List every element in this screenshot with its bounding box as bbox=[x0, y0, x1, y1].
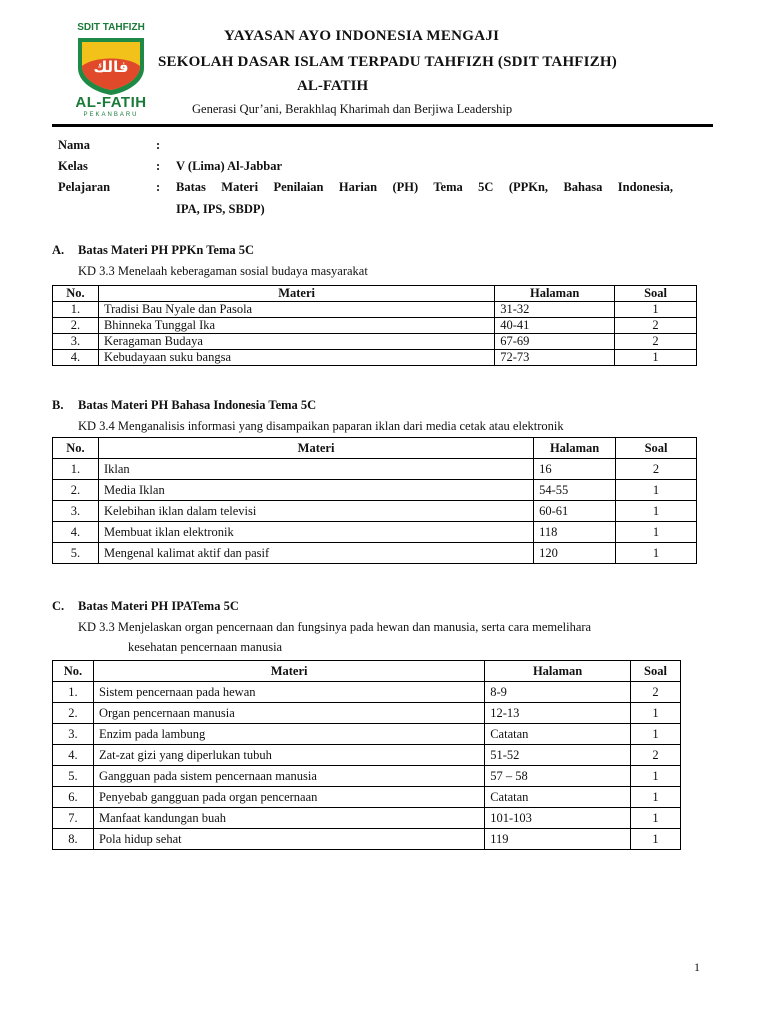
table-row bbox=[53, 501, 697, 522]
cell-no: 7. bbox=[53, 808, 94, 829]
cell-halaman: 40-41 bbox=[495, 318, 615, 334]
cell-halaman: 16 bbox=[534, 459, 616, 480]
cell-no: 6. bbox=[53, 787, 94, 808]
cell-materi: Kelebihan iklan dalam televisi bbox=[98, 501, 533, 522]
col-no-header: No. bbox=[53, 438, 99, 459]
school-tagline: Generasi Qur’ani, Berakhlaq Kharimah dan Berjiwa Leadership bbox=[192, 102, 513, 116]
pelajaran-value-line2: IPA, IPS, SBDP) bbox=[176, 202, 265, 216]
cell-soal: 1 bbox=[615, 350, 697, 366]
section-b-letter: B. bbox=[52, 398, 64, 412]
cell-materi: Bhinneka Tunggal Ika bbox=[98, 318, 494, 334]
section-a-letter: A. bbox=[52, 243, 65, 257]
cell-no: 2. bbox=[53, 480, 99, 501]
cell-halaman: Catatan bbox=[485, 787, 631, 808]
svg-text:ﻓﺎﻟﻚ: ﻓﺎﻟﻚ bbox=[93, 58, 129, 76]
kelas-value: V (Lima) Al-Jabbar bbox=[176, 159, 283, 173]
cell-no: 5. bbox=[53, 543, 99, 564]
section-c-kd: KD 3.3 Menjelaskan organ pencernaan dan fungsinya pada hewan dan manusia, serta cara memelihara bbox=[78, 620, 592, 634]
cell-no: 2. bbox=[53, 318, 99, 334]
cell-materi: Keragaman Budaya bbox=[98, 334, 494, 350]
table-row bbox=[53, 682, 681, 703]
nama-colon: : bbox=[156, 138, 161, 152]
col-halaman-header: Halaman bbox=[495, 286, 615, 302]
cell-materi: Membuat iklan elektronik bbox=[98, 522, 533, 543]
cell-no: 4. bbox=[53, 522, 99, 543]
col-no-header: No. bbox=[53, 286, 99, 302]
section-c-kd-line2: kesehatan pencernaan manusia bbox=[128, 640, 283, 654]
table-row bbox=[53, 302, 697, 318]
cell-halaman: 60-61 bbox=[534, 501, 616, 522]
cell-materi: Zat-zat gizi yang diperlukan tubuh bbox=[93, 745, 484, 766]
table-header-row bbox=[53, 661, 681, 682]
section-c-table bbox=[52, 660, 681, 850]
kelas-label: Kelas bbox=[58, 159, 88, 173]
cell-soal: 1 bbox=[615, 302, 697, 318]
cell-halaman: 57 – 58 bbox=[485, 766, 631, 787]
table-row bbox=[53, 318, 697, 334]
cell-materi: Penyebab gangguan pada organ pencernaan bbox=[93, 787, 484, 808]
cell-halaman: 72-73 bbox=[495, 350, 615, 366]
table-header-row bbox=[53, 286, 697, 302]
table-row bbox=[53, 350, 697, 366]
table-row bbox=[53, 459, 697, 480]
table-row bbox=[53, 787, 681, 808]
foundation-name: YAYASAN AYO INDONESIA MENGAJI bbox=[224, 28, 500, 44]
cell-no: 8. bbox=[53, 829, 94, 850]
cell-soal: 1 bbox=[631, 787, 681, 808]
section-a-title bbox=[52, 243, 254, 258]
header-divider bbox=[52, 124, 713, 127]
cell-no: 4. bbox=[53, 745, 94, 766]
cell-no: 1. bbox=[53, 459, 99, 480]
cell-materi: Iklan bbox=[98, 459, 533, 480]
table-row bbox=[53, 703, 681, 724]
logo-name-text: AL-FATIH bbox=[75, 94, 147, 111]
col-no-header: No. bbox=[53, 661, 94, 682]
section-c-title bbox=[52, 599, 239, 614]
cell-materi: Organ pencernaan manusia bbox=[93, 703, 484, 724]
cell-halaman: 8-9 bbox=[485, 682, 631, 703]
col-materi-header: Materi bbox=[93, 661, 484, 682]
pelajaran-colon: : bbox=[156, 180, 161, 194]
cell-materi: Tradisi Bau Nyale dan Pasola bbox=[98, 302, 494, 318]
cell-soal: 2 bbox=[615, 318, 697, 334]
cell-halaman: 118 bbox=[534, 522, 616, 543]
table-row bbox=[53, 745, 681, 766]
cell-halaman: Catatan bbox=[485, 724, 631, 745]
school-name: SEKOLAH DASAR ISLAM TERPADU TAHFIZH (SDIT TAHFIZH) bbox=[158, 54, 617, 70]
cell-soal: 1 bbox=[631, 724, 681, 745]
logo-city-text: PEKANBARU bbox=[83, 112, 139, 118]
school-subname: AL-FATIH bbox=[297, 78, 369, 94]
col-materi-header: Materi bbox=[98, 438, 533, 459]
section-a-table bbox=[52, 285, 697, 366]
cell-no: 2. bbox=[53, 703, 94, 724]
cell-no: 4. bbox=[53, 350, 99, 366]
table-row bbox=[53, 829, 681, 850]
cell-halaman: 120 bbox=[534, 543, 616, 564]
cell-soal: 1 bbox=[616, 522, 697, 543]
logo-top-text: SDIT TAHFIZH bbox=[77, 22, 145, 33]
cell-soal: 1 bbox=[616, 543, 697, 564]
section-a-kd: KD 3.3 Menelaah keberagaman sosial budaya masyarakat bbox=[78, 264, 368, 278]
section-b-table bbox=[52, 437, 697, 564]
cell-materi: Gangguan pada sistem pencernaan manusia bbox=[93, 766, 484, 787]
table-row bbox=[53, 724, 681, 745]
cell-soal: 1 bbox=[631, 766, 681, 787]
cell-halaman: 54-55 bbox=[534, 480, 616, 501]
cell-materi: Kebudayaan suku bangsa bbox=[98, 350, 494, 366]
logo-shield-icon bbox=[72, 34, 150, 96]
table-row bbox=[53, 480, 697, 501]
table-row bbox=[53, 808, 681, 829]
table-header-row bbox=[53, 438, 697, 459]
cell-materi: Pola hidup sehat bbox=[93, 829, 484, 850]
cell-halaman: 67-69 bbox=[495, 334, 615, 350]
cell-halaman: 101-103 bbox=[485, 808, 631, 829]
cell-no: 1. bbox=[53, 302, 99, 318]
cell-no: 1. bbox=[53, 682, 94, 703]
page-number: 1 bbox=[694, 960, 700, 974]
nama-label: Nama bbox=[58, 138, 90, 152]
cell-soal: 2 bbox=[616, 459, 697, 480]
cell-materi: Enzim pada lambung bbox=[93, 724, 484, 745]
cell-no: 3. bbox=[53, 724, 94, 745]
cell-no: 3. bbox=[53, 334, 99, 350]
section-c-title-text: Batas Materi PH IPATema 5C bbox=[78, 599, 239, 613]
col-soal-header: Soal bbox=[615, 286, 697, 302]
table-row bbox=[53, 543, 697, 564]
col-soal-header: Soal bbox=[631, 661, 681, 682]
cell-materi: Mengenal kalimat aktif dan pasif bbox=[98, 543, 533, 564]
pelajaran-label: Pelajaran bbox=[58, 180, 111, 194]
cell-soal: 2 bbox=[615, 334, 697, 350]
cell-materi: Sistem pencernaan pada hewan bbox=[93, 682, 484, 703]
cell-soal: 1 bbox=[616, 501, 697, 522]
cell-halaman: 31-32 bbox=[495, 302, 615, 318]
cell-halaman: 119 bbox=[485, 829, 631, 850]
section-c-letter: C. bbox=[52, 599, 65, 613]
school-logo bbox=[66, 22, 156, 122]
section-b-kd: KD 3.4 Menganalisis informasi yang disampaikan paparan iklan dari media cetak atau elektronik bbox=[78, 419, 564, 433]
cell-soal: 1 bbox=[631, 808, 681, 829]
cell-no: 5. bbox=[53, 766, 94, 787]
kelas-colon: : bbox=[156, 159, 161, 173]
pelajaran-value-line1: Batas Materi Penilaian Harian (PH) Tema 5C (PPKn, Bahasa Indonesia, bbox=[176, 180, 673, 194]
cell-soal: 2 bbox=[631, 682, 681, 703]
cell-halaman: 51-52 bbox=[485, 745, 631, 766]
col-materi-header: Materi bbox=[98, 286, 494, 302]
section-b-title bbox=[52, 398, 316, 413]
col-soal-header: Soal bbox=[616, 438, 697, 459]
col-halaman-header: Halaman bbox=[534, 438, 616, 459]
section-b-title-text: Batas Materi PH Bahasa Indonesia Tema 5C bbox=[78, 398, 317, 412]
section-a-title-text: Batas Materi PH PPKn Tema 5C bbox=[78, 243, 255, 257]
cell-materi: Media Iklan bbox=[98, 480, 533, 501]
table-row bbox=[53, 766, 681, 787]
cell-soal: 1 bbox=[631, 829, 681, 850]
cell-no: 3. bbox=[53, 501, 99, 522]
table-row bbox=[53, 334, 697, 350]
cell-halaman: 12-13 bbox=[485, 703, 631, 724]
cell-soal: 1 bbox=[616, 480, 697, 501]
table-row bbox=[53, 522, 697, 543]
cell-soal: 1 bbox=[631, 703, 681, 724]
cell-soal: 2 bbox=[631, 745, 681, 766]
cell-materi: Manfaat kandungan buah bbox=[93, 808, 484, 829]
col-halaman-header: Halaman bbox=[485, 661, 631, 682]
